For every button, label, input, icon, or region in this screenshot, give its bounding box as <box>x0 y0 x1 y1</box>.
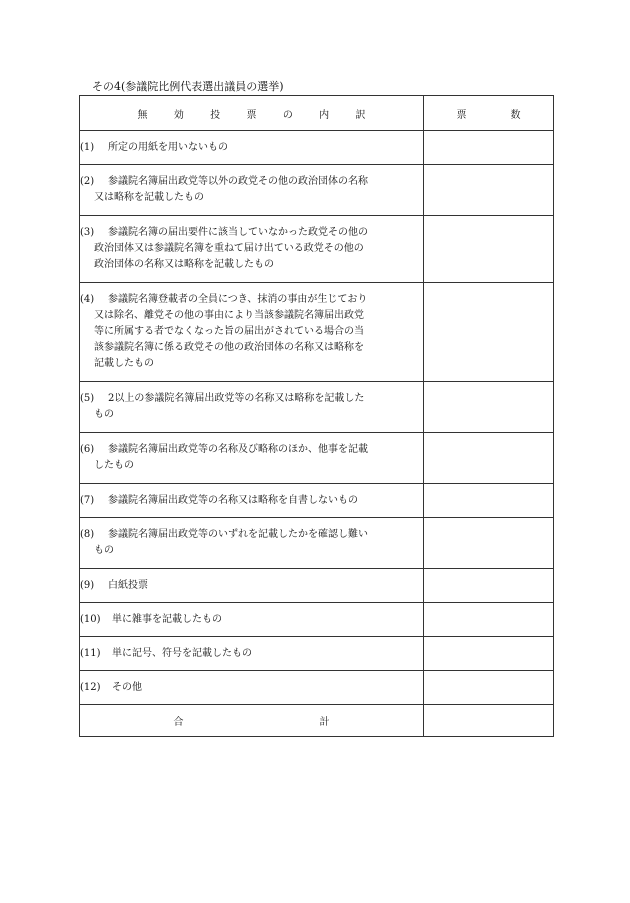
item-description-cell <box>80 216 424 283</box>
table-row <box>80 433 554 484</box>
vote-count-cell[interactable] <box>424 131 554 165</box>
item-text-line: 参議院名簿届出政党等の名称又は略称を自書しないもの <box>108 494 358 506</box>
vote-count-cell[interactable] <box>424 283 554 382</box>
item-number: (1) <box>80 141 95 153</box>
table-row <box>80 569 554 603</box>
header-description-char: 投 <box>210 109 221 121</box>
item-text-line: 参議院名簿の届出要件に該当していなかった政党その他の <box>108 227 368 238</box>
vote-count-cell[interactable] <box>424 671 554 705</box>
header-description-char: 訳 <box>355 109 366 121</box>
vote-count-cell[interactable] <box>424 569 554 603</box>
item-text-line: もの <box>94 409 114 420</box>
total-label-char: 計 <box>319 717 330 728</box>
header-count <box>424 96 554 131</box>
item-text-line: 参議院名簿登載者の全員につき、抹消の事由が生じており <box>108 294 368 305</box>
vote-count-cell[interactable] <box>424 382 554 433</box>
item-text-line: 又は略称を記載したもの <box>94 192 204 203</box>
item-number: (10) <box>80 613 101 625</box>
table-row <box>80 165 554 216</box>
item-description-cell <box>80 283 424 382</box>
header-description <box>80 96 424 131</box>
item-text-line: 記載したもの <box>94 358 154 369</box>
table-header-row <box>80 96 554 131</box>
table-row <box>80 131 554 165</box>
total-label-char: 合 <box>173 717 184 728</box>
item-text-line: 参議院名簿届出政党等のいずれを記載したかを確認し難い <box>108 529 368 540</box>
item-number: (5) <box>80 393 95 404</box>
vote-count-cell[interactable] <box>424 165 554 216</box>
vote-count-cell[interactable] <box>424 433 554 484</box>
header-description-char: 票 <box>246 109 257 121</box>
item-description-cell <box>80 637 424 671</box>
item-text-line: 白紙投票 <box>108 579 148 591</box>
table-row <box>80 671 554 705</box>
item-text-line: 2以上の参議院名簿届出政党等の名称又は略称を記載した <box>108 393 365 404</box>
item-text-line: その他 <box>112 681 142 693</box>
item-description-cell <box>80 671 424 705</box>
item-description-cell <box>80 518 424 569</box>
item-description-cell <box>80 603 424 637</box>
item-number: (12) <box>80 681 101 693</box>
table-row <box>80 637 554 671</box>
header-description-char: 無 <box>137 109 148 121</box>
item-number: (6) <box>80 444 95 455</box>
item-number: (8) <box>80 529 95 540</box>
total-label-cell <box>80 705 424 737</box>
item-text-line: 単に雑事を記載したもの <box>112 613 222 625</box>
item-number: (2) <box>80 176 95 187</box>
vote-count-cell[interactable] <box>424 518 554 569</box>
table-row <box>80 484 554 518</box>
total-row <box>80 705 554 737</box>
vote-count-cell[interactable] <box>424 216 554 283</box>
total-count-cell[interactable] <box>424 705 554 737</box>
vote-count-cell[interactable] <box>424 603 554 637</box>
header-count-char: 票 <box>456 109 467 121</box>
item-number: (7) <box>80 494 95 506</box>
item-description-cell <box>80 484 424 518</box>
table-row <box>80 216 554 283</box>
item-description-cell <box>80 165 424 216</box>
item-description-cell <box>80 382 424 433</box>
item-text-line: 参議院名簿届出政党等以外の政党その他の政治団体の名称 <box>108 176 368 187</box>
header-count-char: 数 <box>510 109 521 121</box>
item-number: (11) <box>80 647 101 659</box>
invalid-ballot-breakdown-table <box>79 95 554 737</box>
item-text-line: もの <box>94 545 114 556</box>
item-text-line: 政治団体又は参議院名簿を重ねて届け出ている政党その他の <box>94 243 364 254</box>
table-row <box>80 283 554 382</box>
table-row <box>80 518 554 569</box>
item-text-line: 該参議院名簿に係る政党その他の政治団体の名称又は略称を <box>94 342 364 353</box>
item-number: (3) <box>80 227 95 238</box>
item-description-cell <box>80 433 424 484</box>
vote-count-cell[interactable] <box>424 484 554 518</box>
table-row <box>80 603 554 637</box>
item-text-line: 又は除名、離党その他の事由により当該参議院名簿届出政党 <box>94 310 364 321</box>
item-text-line: したもの <box>94 460 134 471</box>
item-text-line: 所定の用紙を用いないもの <box>108 141 228 153</box>
item-text-line: 政治団体の名称又は略称を記載したもの <box>94 259 274 270</box>
item-description-cell <box>80 569 424 603</box>
item-number: (9) <box>80 579 95 591</box>
vote-count-cell[interactable] <box>424 637 554 671</box>
table-row <box>80 382 554 433</box>
item-description-cell <box>80 131 424 165</box>
item-number: (4) <box>80 294 95 305</box>
item-text-line: 単に記号、符号を記載したもの <box>112 647 252 659</box>
header-description-char: 内 <box>319 109 330 121</box>
item-text-line: 参議院名簿届出政党等の名称及び略称のほか、他事を記載 <box>108 444 368 455</box>
page-heading: その4(参議院比例代表選出議員の選挙) <box>92 80 284 93</box>
item-text-line: 等に所属する者でなくなった旨の届出がされている場合の当 <box>94 326 364 337</box>
header-description-char: の <box>282 109 293 121</box>
header-description-char: 効 <box>173 109 184 121</box>
